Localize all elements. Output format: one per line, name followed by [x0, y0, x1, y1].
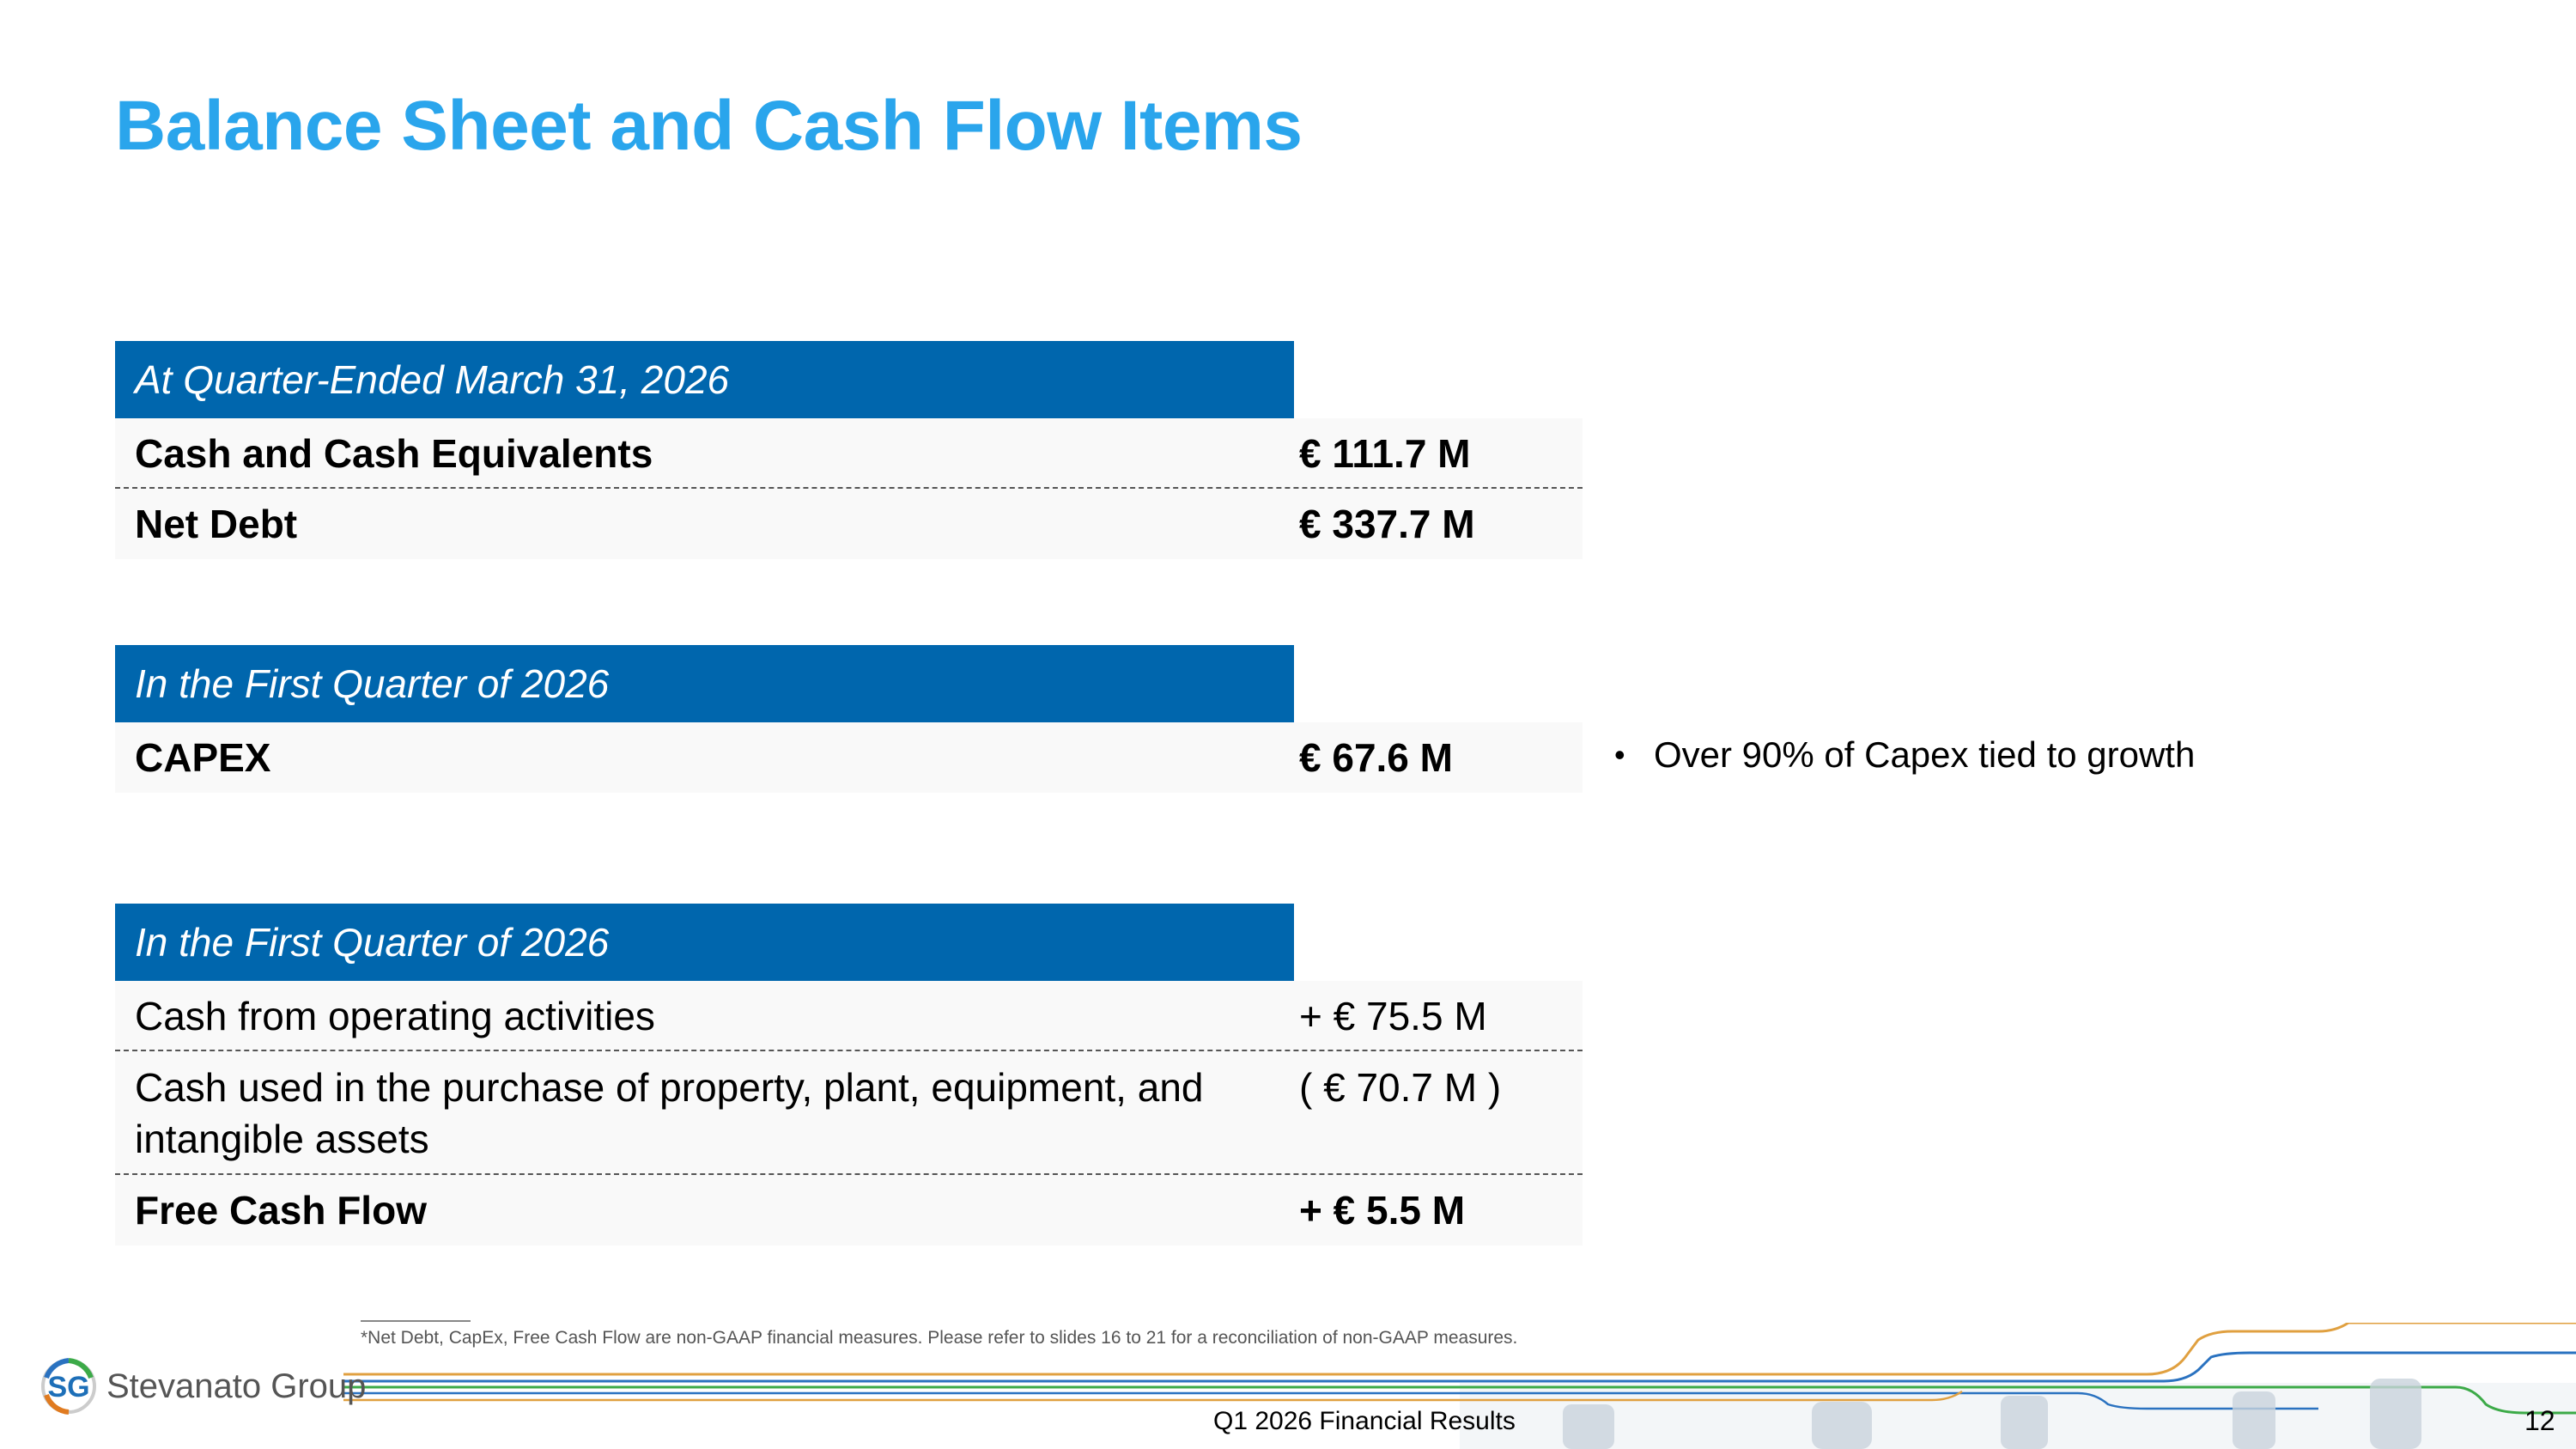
table-row [115, 722, 1583, 793]
bullet-icon: • [1614, 737, 1625, 772]
slide-title: Balance Sheet and Cash Flow Items [115, 87, 1303, 165]
row-label: Cash used in the purchase of property, plant, equipment, and intangible assets [135, 1065, 1204, 1161]
section-header: At Quarter-Ended March 31, 2026 [115, 341, 1294, 418]
section-header: In the First Quarter of 2026 [115, 904, 1294, 981]
footnote-divider [361, 1320, 471, 1322]
balance-sheet-section [115, 341, 1583, 559]
row-label: Cash from operating activities [135, 994, 655, 1038]
row-value: € 67.6 M [1299, 735, 1453, 780]
row-label: Free Cash Flow [135, 1188, 427, 1233]
company-logo [34, 1352, 366, 1421]
bullet-text: Over 90% of Capex tied to growth [1654, 734, 2196, 775]
capex-bullet-note [1614, 734, 2195, 776]
table-row [115, 981, 1583, 1051]
row-label: CAPEX [135, 735, 271, 780]
row-value: + € 75.5 M [1299, 994, 1487, 1038]
row-value: € 337.7 M [1299, 502, 1475, 546]
page-number: 12 [2524, 1405, 2555, 1436]
footnote: *Net Debt, CapEx, Free Cash Flow are non-GAAP financial measures. Please refer to slides 16 to 21 for a reconciliation of non-GAAP measures. [361, 1328, 1518, 1348]
row-label: Net Debt [135, 502, 298, 546]
section-header: In the First Quarter of 2026 [115, 645, 1294, 722]
table-row [115, 1175, 1583, 1245]
logo-text: Stevanato Group [106, 1367, 367, 1405]
row-value: + € 5.5 M [1299, 1188, 1466, 1233]
cash-flow-section [115, 904, 1583, 1245]
footer-title: Q1 2026 Financial Results [1213, 1407, 1516, 1435]
logo-mark-text: SG [47, 1371, 90, 1403]
table-row [115, 418, 1583, 489]
row-value: ( € 70.7 M ) [1299, 1065, 1502, 1110]
table-row [115, 1051, 1583, 1175]
table-row [115, 489, 1583, 559]
row-label: Cash and Cash Equivalents [135, 431, 653, 476]
row-value: € 111.7 M [1299, 431, 1471, 476]
capex-section [115, 645, 1583, 793]
sg-logo-icon [34, 1352, 103, 1421]
